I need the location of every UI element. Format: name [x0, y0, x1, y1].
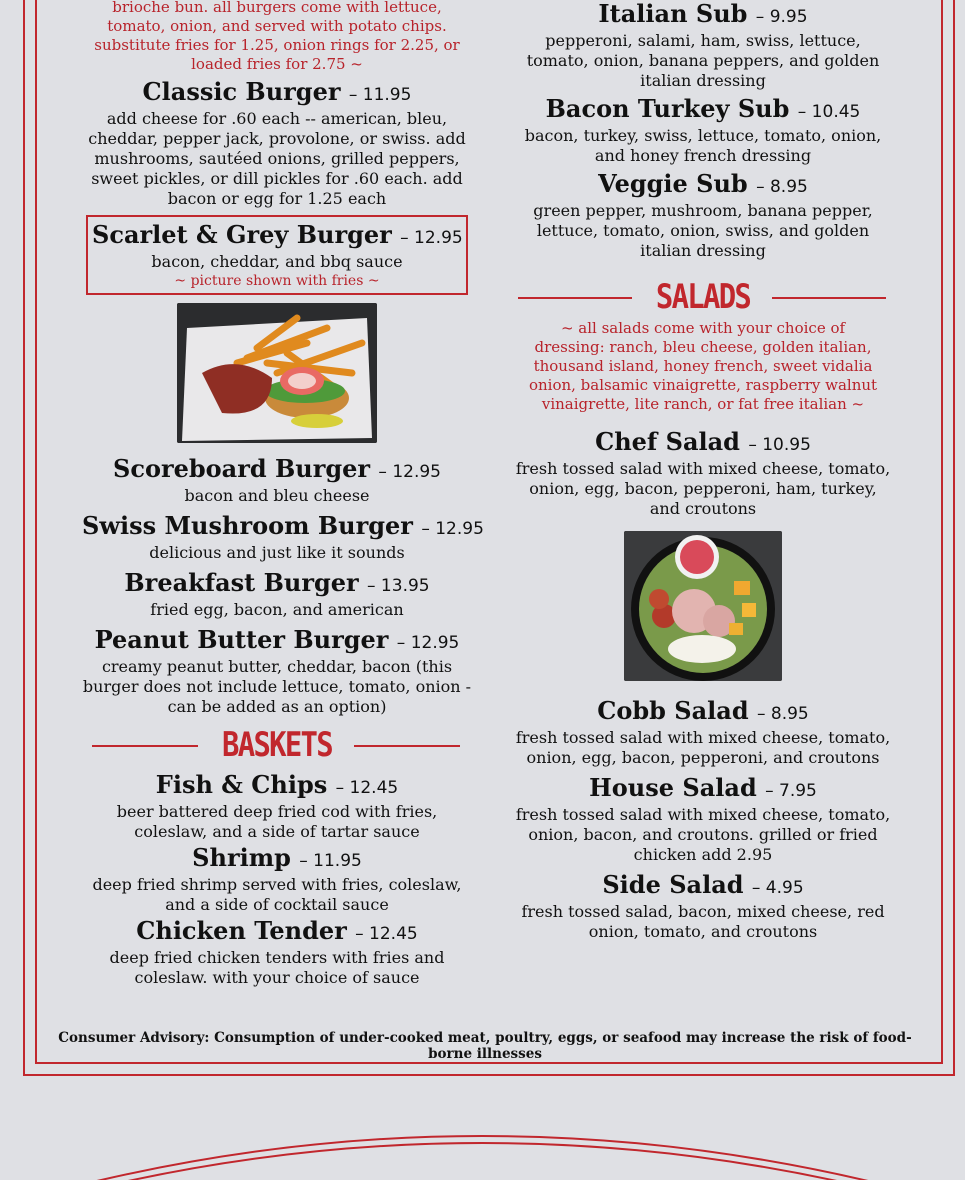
right-column	[514, 0, 892, 942]
item-name: Chef Salad	[595, 427, 740, 456]
item-description: bacon and bleu cheese	[184, 486, 370, 505]
item-name: Classic Burger	[142, 77, 341, 106]
menu-item-chef-salad	[514, 428, 892, 519]
item-price: – 7.95	[765, 781, 817, 801]
menu-item-chicken-tender	[82, 917, 472, 988]
item-name: Breakfast Burger	[124, 568, 359, 597]
item-description: fresh tossed salad, bacon, mixed cheese, red onion, tomato, and croutons	[521, 902, 885, 941]
item-description: beer battered deep fried cod with fries, coleslaw, and a side of tartar sauce	[116, 802, 438, 841]
item-description: bacon, cheddar, and bbq sauce	[151, 252, 403, 271]
item-description: green pepper, mushroom, banana pepper, lettuce, tomato, onion, swiss, and golden italian dressing	[533, 201, 873, 260]
salad-dressing-note: ~ all salads come with your choice of dressing: ranch, bleu cheese, golden italian, thousand island, honey french, sweet vidalia onion, balsamic vinaigrette, raspberry walnut vinaigrette, lite ranch, or fat free italian ~	[528, 319, 878, 413]
item-description: bacon, turkey, swiss, lettuce, tomato, onion, and honey french dressing	[524, 126, 882, 165]
item-name: Bacon Turkey Sub	[545, 94, 790, 123]
left-column	[82, 0, 484, 988]
salad-illustration	[624, 531, 782, 681]
item-name: Chicken Tender	[136, 916, 347, 945]
item-price: – 12.95	[378, 462, 441, 482]
menu-item-house-salad	[514, 774, 892, 865]
item-price: – 12.45	[335, 778, 399, 798]
burger-illustration	[177, 303, 377, 443]
heading-rule-right	[354, 745, 460, 747]
item-price: – 4.95	[751, 878, 804, 898]
section-title: BASKETS	[222, 725, 332, 765]
menu-item-bacon-turkey-sub	[514, 95, 892, 166]
decorative-arcs	[0, 1100, 965, 1180]
item-name: House Salad	[589, 773, 757, 802]
item-name: Peanut Butter Burger	[94, 625, 389, 654]
item-price: – 12.45	[355, 924, 418, 944]
item-description: fresh tossed salad with mixed cheese, tomato, onion, egg, bacon, pepperoni, and croutons	[515, 728, 891, 767]
item-description: fresh tossed salad with mixed cheese, tomato, onion, bacon, and croutons. grilled or fried chicken add 2.95	[515, 805, 891, 864]
item-description: fresh tossed salad with mixed cheese, tomato, onion, egg, bacon, pepperoni, ham, turkey, and croutons	[515, 459, 891, 518]
featured-item-box	[86, 215, 468, 295]
menu-item-peanut-butter-burger	[82, 626, 472, 717]
picture-note: ~ picture shown with fries ~	[174, 273, 380, 289]
item-price: – 11.95	[348, 85, 412, 105]
menu-item-scoreboard-burger	[82, 455, 472, 506]
consumer-advisory: Consumer Advisory: Consumption of under-cooked meat, poultry, eggs, or seafood may increase the risk of food-borne illnesses	[58, 1030, 912, 1062]
menu-item-veggie-sub	[514, 170, 892, 261]
menu-item-fish-and-chips	[82, 771, 472, 842]
item-price: – 12.95	[396, 633, 460, 653]
item-name: Swiss Mushroom Burger	[82, 511, 413, 540]
item-description: fried egg, bacon, and american	[150, 600, 404, 619]
item-description: creamy peanut butter, cheddar, bacon (this burger does not include lettuce, tomato, onion - can be added as an option)	[82, 657, 472, 716]
item-description: deep fried chicken tenders with fries and coleslaw. with your choice of sauce	[109, 948, 445, 987]
item-name: Veggie Sub	[598, 169, 748, 198]
menu-item-shrimp	[82, 844, 472, 915]
item-description: deep fried shrimp served with fries, coleslaw, and a side of cocktail sauce	[92, 875, 462, 914]
item-name: Fish & Chips	[155, 770, 328, 799]
item-description: add cheese for .60 each -- american, bleu, cheddar, pepper jack, provolone, or swiss. add mushrooms, sautéed onions, grilled peppers, sweet pickles, or dill pickles for .60 each. add bacon or egg for 1.25 each	[88, 109, 466, 208]
item-name: Cobb Salad	[597, 696, 749, 725]
item-name: Italian Sub	[598, 0, 748, 28]
item-price: – 12.95	[421, 519, 484, 539]
item-description: delicious and just like it sounds	[149, 543, 405, 562]
menu-item-cobb-salad	[514, 697, 892, 768]
item-name: Side Salad	[602, 870, 744, 899]
item-price: – 12.95	[400, 228, 463, 248]
item-name: Scoreboard Burger	[113, 454, 371, 483]
item-price: – 9.95	[755, 7, 808, 27]
menu-item-side-salad	[514, 871, 892, 942]
item-name: Scarlet & Grey Burger	[92, 220, 392, 249]
section-title: SALADS	[655, 277, 751, 317]
heading-rule-right	[772, 297, 886, 299]
item-price: – 13.95	[367, 576, 430, 596]
item-description: pepperoni, salami, ham, swiss, lettuce, tomato, onion, banana peppers, and golden italian dressing	[526, 31, 880, 90]
menu-item-classic-burger	[82, 78, 472, 209]
item-price: – 8.95	[756, 177, 808, 197]
item-name: Shrimp	[192, 843, 291, 872]
item-price: – 10.45	[797, 102, 861, 122]
item-price: – 10.95	[748, 435, 811, 455]
burger-photo	[177, 303, 377, 443]
menu-item-italian-sub	[514, 0, 892, 91]
chef-salad-photo	[624, 531, 782, 681]
menu-item-breakfast-burger	[82, 569, 472, 620]
burger-intro-note: brioche bun. all burgers come with lettuce, tomato, onion, and served with potato chips. substitute fries for 1.25, onion rings for 2.25, or loaded fries for 2.75 ~	[94, 0, 460, 73]
menu-item-swiss-mushroom-burger	[82, 511, 484, 563]
section-heading-salads	[514, 275, 892, 319]
item-price: – 11.95	[299, 851, 362, 871]
item-price: – 8.95	[756, 704, 809, 724]
section-heading-baskets	[82, 723, 472, 767]
